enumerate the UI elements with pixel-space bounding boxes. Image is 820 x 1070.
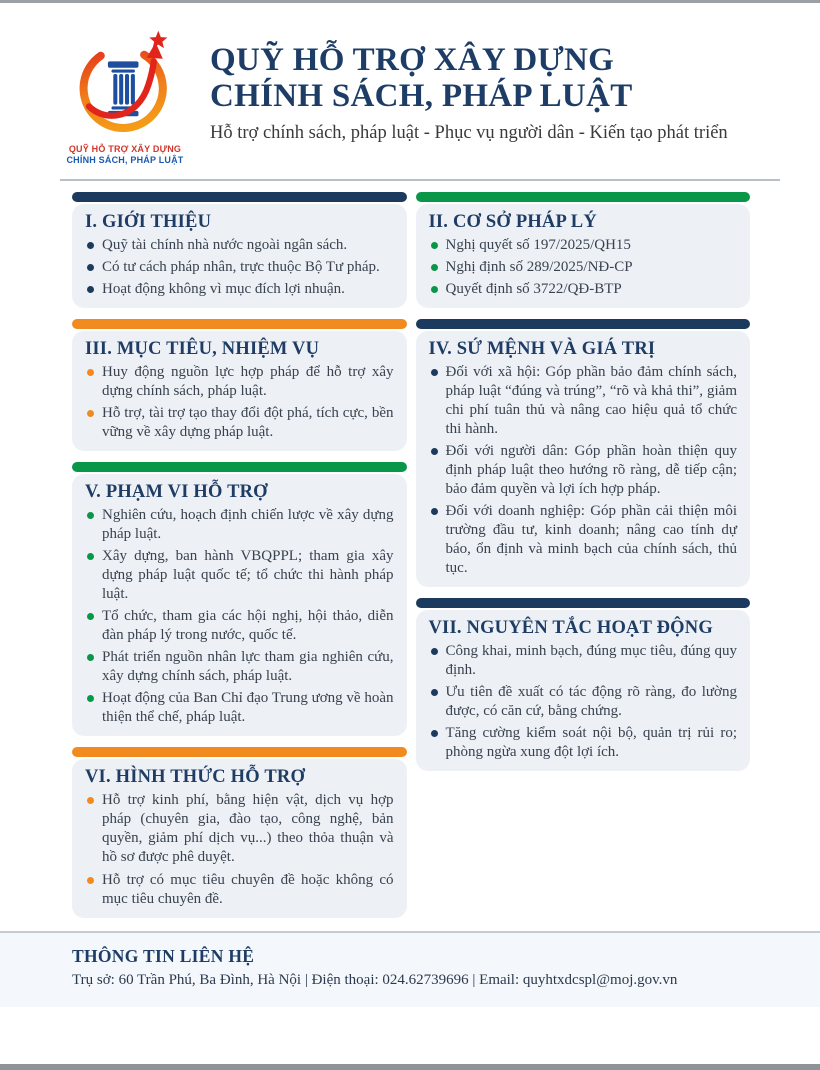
card-body [72, 759, 407, 917]
contact-footer [0, 931, 820, 1007]
content-columns [0, 181, 820, 918]
list-item [429, 502, 738, 578]
logo-block [62, 29, 188, 167]
right-column [416, 192, 751, 772]
page-title-line2: CHÍNH SÁCH, PHÁP LUẬT [210, 77, 633, 114]
list-item [429, 363, 738, 439]
list-item-text: Xây dựng, ban hành VBQPPL; tham gia xây dựng pháp luật quốc tế; tổ chức thi hành pháp luật. [102, 547, 394, 603]
card-body [72, 474, 407, 737]
list-item-text: Phát triển nguồn nhân lực tham gia nghiên cứu, xây dựng chính sách, pháp luật. [102, 649, 394, 685]
card-muc-tieu-nhiem-vu [72, 319, 407, 451]
list-item-text: Quyết định số 3722/QĐ-BTP [445, 280, 622, 297]
card-accent-bar [72, 462, 407, 472]
list-item [85, 607, 394, 645]
list-item-text: Hỗ trợ có mục tiêu chuyên đề hoặc không có mục tiêu chuyên đề. [102, 871, 394, 907]
left-column [72, 192, 407, 918]
card-title: VII. NGUYÊN TẮC HOẠT ĐỘNG [428, 618, 713, 639]
card-body [416, 610, 751, 771]
bullet-dot-icon [431, 508, 438, 515]
card-accent-bar [72, 747, 407, 757]
page-title-line1: QUỸ HỖ TRỢ XÂY DỰNG [210, 42, 615, 78]
bullet-dot-icon [87, 512, 94, 519]
card-body [416, 204, 751, 308]
bullet-dot-icon [431, 369, 438, 376]
list-item [429, 236, 738, 255]
bullet-dot-icon [431, 286, 438, 293]
card-title: II. CƠ SỞ PHÁP LÝ [428, 211, 597, 232]
card-nguyen-tac-hoat-dong [416, 598, 751, 771]
card-body [72, 204, 407, 308]
list-item-text: Ưu tiên đề xuất có tác động rõ ràng, đo lường được, có căn cứ, bằng chứng. [445, 684, 737, 720]
bullet-dot-icon [431, 242, 438, 249]
list-item [429, 258, 738, 277]
bullet-dot-icon [87, 553, 94, 560]
card-su-menh-gia-tri [416, 319, 751, 588]
list-item [85, 506, 394, 544]
card-items [429, 642, 738, 762]
card-title: VI. HÌNH THỨC HỖ TRỢ [85, 767, 306, 788]
card-accent-bar [416, 598, 751, 608]
bullet-dot-icon [431, 448, 438, 455]
list-item [429, 683, 738, 721]
bullet-dot-icon [431, 730, 438, 737]
list-item [85, 648, 394, 686]
list-item-text: Huy động nguồn lực hợp pháp để hỗ trợ xây dựng chính sách, pháp luật. [102, 363, 394, 399]
card-accent-bar [416, 319, 751, 329]
list-item-text: Đối với người dân: Góp phần hoàn thiện quy định pháp luật theo hướng rõ ràng, dễ tiếp cận; bảo đảm quyền và lợi ích hợp pháp. [445, 442, 737, 497]
list-item-text: Nghị quyết số 197/2025/QH15 [445, 236, 631, 253]
list-item-text: Đối với xã hội: Góp phần bảo đảm chính sách, pháp luật “đúng và trúng”, “rõ và khả thi”, giảm chi phí tuân thủ và nâng cao hiệu quả tổ chức thi hành. [445, 363, 737, 437]
list-item-text: Hỗ trợ kinh phí, bằng hiện vật, dịch vụ hợp pháp (chuyên gia, đào tạo, công nghệ, bản quyền, giảm phí dịch vụ...) theo thỏa thuận và hồ sơ được phê duyệt. [102, 792, 394, 866]
card-items [85, 791, 394, 908]
bullet-dot-icon [431, 648, 438, 655]
page-bottom-border [0, 1064, 820, 1070]
bullet-dot-icon [87, 264, 94, 271]
card-title: III. MỤC TIÊU, NHIỆM VỤ [85, 338, 320, 359]
list-item [429, 724, 738, 762]
bullet-dot-icon [431, 264, 438, 271]
bullet-dot-icon [431, 689, 438, 696]
card-items [429, 363, 738, 579]
logo-caption [62, 144, 188, 167]
card-body [72, 331, 407, 451]
card-accent-bar [72, 319, 407, 329]
bullet-dot-icon [87, 613, 94, 620]
page-subtitle: Hỗ trợ chính sách, pháp luật - Phục vụ người dân - Kiến tạo phát triển [210, 123, 728, 144]
star-icon [149, 31, 167, 48]
list-item-text: Quỹ tài chính nhà nước ngoài ngân sách. [102, 236, 348, 253]
bullet-dot-icon [87, 654, 94, 661]
list-item [85, 280, 394, 299]
list-item-text: Hoạt động không vì mục đích lợi nhuận. [102, 280, 345, 297]
list-item-text: Tổ chức, tham gia các hội nghị, hội thảo, diễn đàn pháp lý trong nước, quốc tế. [102, 608, 394, 644]
logo-caption-line2: CHÍNH SÁCH, PHÁP LUẬT [66, 155, 184, 166]
card-items [429, 236, 738, 299]
list-item [85, 791, 394, 867]
bullet-dot-icon [87, 369, 94, 376]
bullet-dot-icon [87, 797, 94, 804]
bullet-dot-icon [87, 410, 94, 417]
list-item-text: Đối với doanh nghiệp: Góp phần cải thiện môi trường đầu tư, kinh doanh; nâng cao tính dự báo, ổn định và minh bạch của chính sách, thủ tục. [445, 502, 737, 577]
list-item [85, 689, 394, 727]
list-item [429, 280, 738, 299]
card-title: I. GIỚI THIỆU [85, 211, 212, 232]
card-title: IV. SỨ MỆNH VÀ GIÁ TRỊ [428, 338, 656, 359]
card-hinh-thuc-ho-tro [72, 747, 407, 917]
card-items [85, 236, 394, 299]
list-item [85, 258, 394, 277]
list-item-text: Hỗ trợ, tài trợ tạo thay đổi đột phá, tích cực, bền vững về xây dựng pháp luật. [102, 404, 394, 440]
list-item-text: Có tư cách pháp nhân, trực thuộc Bộ Tư pháp. [102, 258, 380, 275]
fund-logo-icon [69, 29, 181, 137]
page-title [210, 43, 728, 114]
list-item [429, 642, 738, 680]
list-item [429, 442, 738, 499]
list-item [85, 871, 394, 909]
list-item [85, 363, 394, 401]
list-item-text: Hoạt động của Ban Chỉ đạo Trung ương về hoàn thiện thể chế, pháp luật. [102, 690, 394, 726]
card-body [416, 331, 751, 588]
header-text [210, 29, 728, 144]
footer-contact-line: Trụ sở: 60 Trần Phú, Ba Đình, Hà Nội | Điện thoại: 024.62739696 | Email: quyhtxdcspl@moj.gov.vn [72, 971, 678, 988]
card-accent-bar [72, 192, 407, 202]
card-co-so-phap-ly [416, 192, 751, 308]
logo-caption-line1: QUỸ HỖ TRỢ XÂY DỰNG [68, 144, 182, 154]
card-items [85, 506, 394, 728]
list-item [85, 404, 394, 442]
card-pham-vi-ho-tro [72, 462, 407, 737]
header [0, 3, 820, 167]
card-items [85, 363, 394, 442]
card-gioi-thieu [72, 192, 407, 308]
list-item [85, 547, 394, 604]
list-item-text: Công khai, minh bạch, đúng mục tiêu, đúng quy định. [445, 643, 737, 679]
list-item-text: Tăng cường kiểm soát nội bộ, quản trị rủi ro; phòng ngừa xung đột lợi ích. [445, 725, 737, 761]
card-accent-bar [416, 192, 751, 202]
list-item-text: Nghị định số 289/2025/NĐ-CP [445, 258, 633, 275]
bullet-dot-icon [87, 877, 94, 884]
bullet-dot-icon [87, 695, 94, 702]
bullet-dot-icon [87, 242, 94, 249]
card-title: V. PHẠM VI HỖ TRỢ [85, 481, 268, 502]
bullet-dot-icon [87, 286, 94, 293]
list-item [85, 236, 394, 255]
list-item-text: Nghiên cứu, hoạch định chiến lược về xây dựng pháp luật. [102, 506, 394, 542]
footer-title: THÔNG TIN LIÊN HỆ [72, 945, 255, 966]
